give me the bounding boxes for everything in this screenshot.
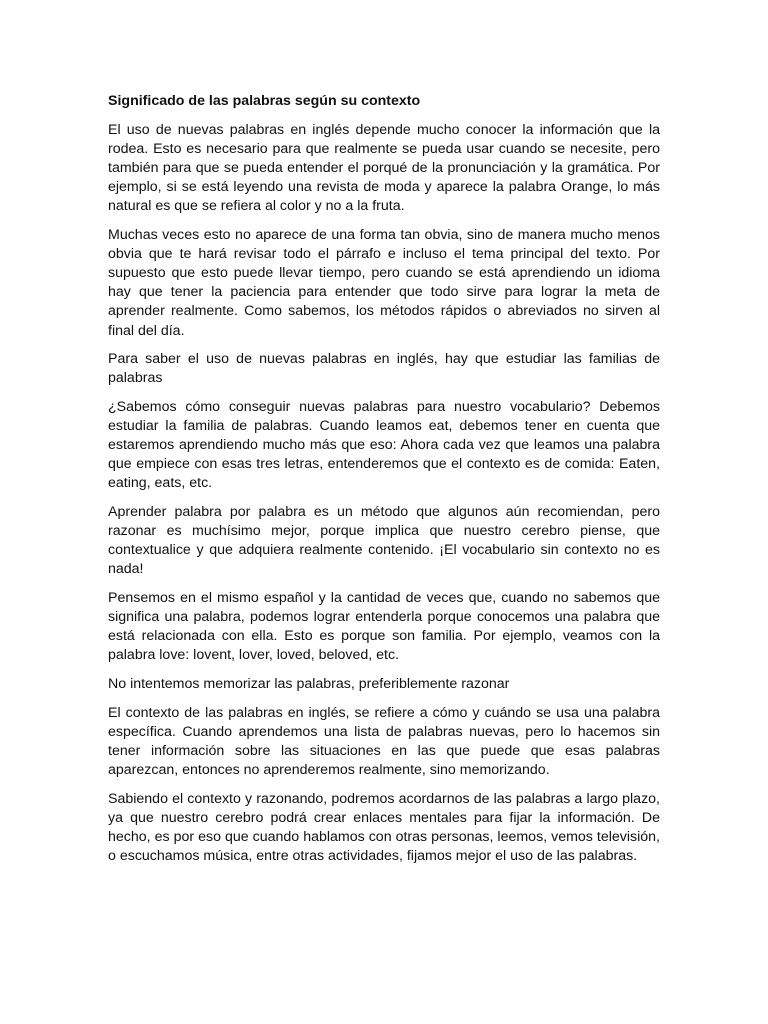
paragraph-9: Sabiendo el contexto y razonando, podremos acordarnos de las palabras a largo plazo, ya que nuestro cerebro podrá crear enlaces mentales para fijar la información. De hecho, es por eso que cuando hablamos con otras personas, leemos, vemos televisión, o escuchamos música, entre otras actividades, fijamos mejor el uso de las palabras. (108, 790, 660, 864)
document-body (108, 92, 660, 876)
paragraph-2: Muchas veces esto no aparece de una forma tan obvia, sino de manera mucho menos obvia que te hará revisar todo el párrafo e incluso el tema principal del texto. Por supuesto que esto puede llevar tiempo, pero cuando se está aprendiendo un idioma hay que tener la paciencia para entender que todo sirve para lograr la meta de aprender realmente. Como sabemos, los métodos rápidos o abreviados no sirven al final del día. (108, 227, 660, 339)
document-title: Significado de las palabras según su contexto (108, 93, 421, 109)
paragraph-5: Aprender palabra por palabra es un método que algunos aún recomiendan, pero razonar es muchísimo mejor, porque implica que nuestro cerebro piense, que contextualice y que adquiera realmente contenido. ¡El vocabulario sin contexto no es nada! (108, 504, 660, 578)
paragraph-1: El uso de nuevas palabras en inglés depende mucho conocer la información que la rodea. Esto es necesario para que realmente se pueda usar cuando se necesite, pero también para que se pueda entender el porqué de la pronunciación y la gramática. Por ejemplo, si se está leyendo una revista de moda y aparece la palabra Orange, lo más natural es que se refiera al color y no a la fruta. (108, 122, 660, 215)
paragraph-3: Para saber el uso de nuevas palabras en inglés, hay que estudiar las familias de palabras (108, 351, 660, 387)
paragraph-6: Pensemos en el mismo español y la cantidad de veces que, cuando no sabemos que significa una palabra, podemos lograr entenderla porque conocemos una palabra que está relacionada con ella. Esto es porque son familia. Por ejemplo, veamos con la palabra love: lovent, lover, loved, beloved, etc. (108, 590, 660, 664)
paragraph-4: ¿Sabemos cómo conseguir nuevas palabras para nuestro vocabulario? Debemos estudiar la familia de palabras. Cuando leamos eat, debemos tener en cuenta que estaremos aprendiendo mucho más que eso: Ahora cada vez que leamos una palabra que empiece con esas tres letras, entenderemos que el contexto es de comida: Eaten, eating, eats, etc. (108, 399, 660, 492)
paragraph-7: No intentemos memorizar las palabras, preferiblemente razonar (108, 676, 510, 692)
paragraph-8: El contexto de las palabras en inglés, se refiere a cómo y cuándo se usa una palabra específica. Cuando aprendemos una lista de palabras nuevas, pero lo hacemos sin tener información sobre las situaciones en las que puede que esas palabras aparezcan, entonces no aprenderemos realmente, sino memorizando. (108, 704, 660, 778)
